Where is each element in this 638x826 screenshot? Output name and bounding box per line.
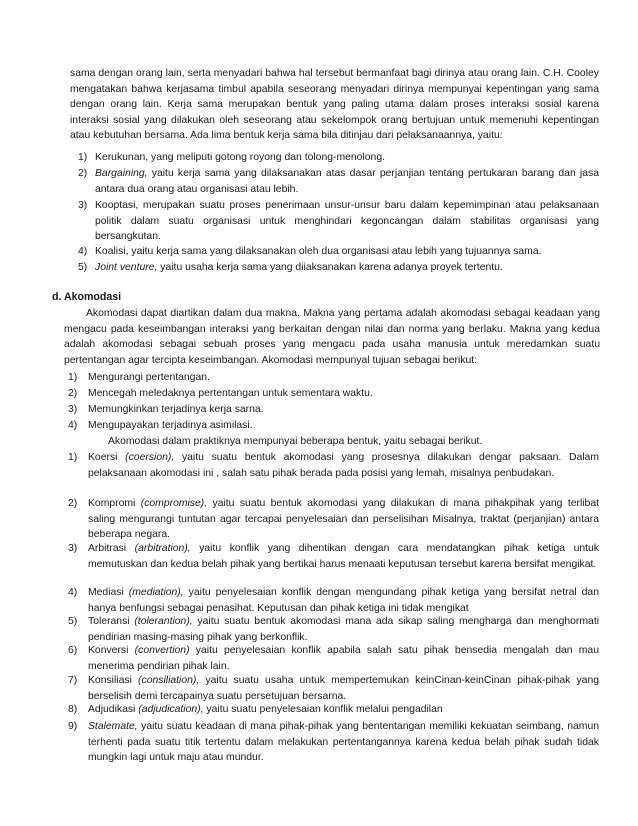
- list-item: [68, 418, 599, 434]
- list-text: Memungkinkan terjadinya kerja sarna.: [88, 404, 264, 415]
- list-item: [68, 719, 599, 766]
- list-pre: Arbitrasi: [88, 543, 135, 554]
- list-number: 3): [68, 543, 78, 554]
- list-item: [68, 450, 599, 481]
- list-pre: Adjudikasi: [88, 704, 139, 715]
- intro-paragraph: sama dengan orang lain, serta menyadari bahwa hal tersebut bermanfaat bagi dirinya atau orang lain. C.H. Cooley mengatakan bahwa kerjasama timbul apabila seseorang menyadari dirinya mempunyai kepentingan yang sama dengan orang lain. Kerja sama merupakan bentuk yang paling utama dalam proses interaksi sosial karena interaksi sosial yang dilakukan oleh seseorang atau sekelompok orang bertujuan untuk memenuhi kepentingan atau kebutuhan bersama. Ada lima bentuk kerja sama bila ditinjau dari pelaksanaannya, yaitu:: [70, 68, 599, 142]
- list-term: (coersion),: [125, 452, 175, 463]
- list-item: [78, 260, 599, 276]
- list-term: Bargaining,: [95, 168, 148, 179]
- section-heading: d. Akomodasi: [52, 291, 122, 303]
- list-item: [68, 673, 599, 704]
- list-pre: Koersi: [88, 452, 126, 463]
- list-number: 4): [68, 420, 78, 431]
- list-number: 9): [68, 721, 78, 732]
- list-text: Mengupayakan terjadinya asimilasi.: [88, 420, 253, 431]
- list-text: yaitu suatu bentuk akomodasi yang prosesnya dilakukan dengar paksaan. Dalam pelaksanaan akomodasi ini , salah satu pihak berada pada posisi yang lemah, misalnya penbudakan.: [88, 452, 599, 479]
- list-term: (convertion): [134, 645, 190, 656]
- list-item: [68, 541, 599, 572]
- list-text: yaitu suatu penyelesaian konflik melalui pengadilan: [203, 704, 443, 715]
- list-text: Mencegah meledaknya pertentangan untuk sementara waktu.: [88, 388, 373, 399]
- list-number: 5): [78, 262, 88, 273]
- list-item: [78, 198, 599, 245]
- list-text: yaitu suatu bentuk akomodasi mana ada sikap saling mengharga dan menghormati pendirian masing-masing pihak yang berkonflik.: [88, 616, 600, 643]
- list-text: Kooptasi, merupakan suatu proses penerimaan unsur-unsur baru dalam kepemimpinan atau pelaksanaan politik dalam suatu organisasi untuk menghindari kegoncangan dalam stabilitas organisasi yang bersangkutan.: [95, 200, 599, 243]
- list-text: yaitu kerja sama yang dilaksanakan atas dasar perjanjian tentang pertukaran barang dan jasa antara dua orang atau organisasi atau lebih.: [95, 168, 599, 195]
- list-term: (adjudication),: [138, 704, 204, 715]
- list-item: [68, 643, 599, 674]
- list-number: 5): [68, 616, 78, 627]
- list-pre: Kompromi: [88, 498, 141, 509]
- list-item: [68, 614, 599, 645]
- list-item: [68, 386, 599, 402]
- list-number: 2): [68, 498, 78, 509]
- list-number: 2): [78, 168, 88, 179]
- bentuk-intro: Akomodasi dalam praktiknya mempunyai beberapa bentuk, yaitu sebagai berikut.: [108, 436, 483, 447]
- list-term: (mediation),: [128, 587, 184, 598]
- list-number: 1): [78, 152, 88, 163]
- list-term: (compromise),: [140, 498, 208, 509]
- list-text: Kerukunan, yang meliputi gotong royong dan tolong-menolong.: [95, 152, 385, 163]
- list-item: [68, 370, 599, 386]
- list-text: yaitu suatu keadaan di mana pihak-pihak yang bententangan memiliki kekuatan seimbang, namun terhenti pada suatu titik tertentu dalam melakukan pertentangannya karena kedua belah pihak sudah tidak mungkin lagi untuk maju atau mundur.: [88, 721, 599, 764]
- list-item: [68, 702, 599, 718]
- list-item: [78, 150, 599, 166]
- list-number: 4): [68, 587, 78, 598]
- list-text: yaitu suatu bentuk akomodasi yang dilakukan di mana pihakpihak yang terlibat saling mengurangi tuntutan agar tercapai penyelesaian dan perselisihan Misalnya, traktat (perjanjian) antara beberapa negara.: [88, 498, 600, 541]
- list-text: Koalisi, yaitu kerja sama yang dilaksanakan oleh dua organisasi atau lebih yang tujuannya sama.: [95, 246, 542, 257]
- list-number: 3): [78, 200, 88, 211]
- list-pre: Konsiliasi: [88, 675, 139, 686]
- list-number: 2): [68, 388, 78, 399]
- list-text: yaitu penyelesaian konflik dengan mengundang pihak ketiga yang bersifat netral dan hanya benfungsi sebagai penasihat. Keputusan dan pihak ketiga ini tidak mengikat: [88, 587, 599, 614]
- list-item: [68, 585, 599, 616]
- list-text: yaitu konflik yang dihentikan dengan cara mendatangkan pihak ketiga untuk memutuskan dan kedua belah pihak yang bertikai harus menaati keputusan tersebut karena bersifat mengikat.: [88, 543, 599, 570]
- list-number: 1): [68, 372, 78, 383]
- list-item: [68, 402, 599, 418]
- list-number: 3): [68, 404, 78, 415]
- list-pre: Toleransi: [88, 616, 135, 627]
- list-term: (tolerantion),: [134, 616, 193, 627]
- list-number: 4): [78, 246, 88, 257]
- list-number: 1): [68, 452, 78, 463]
- list-number: 8): [68, 704, 78, 715]
- list-term: (consiliation),: [138, 675, 200, 686]
- list-number: 6): [68, 645, 78, 656]
- list-item: [78, 166, 599, 197]
- list-text: yaitu penyelesaian konflik apabila salah satu pihak bensedia mengalah dan mau menerima pendirian pihak lain.: [88, 645, 599, 672]
- list-number: 7): [68, 675, 78, 686]
- list-text: Mengurangi pertentangan.: [88, 372, 210, 383]
- list-item: [68, 496, 599, 543]
- list-text: yaitu usaha kerja sama yang diiaksanakan karena adanya proyek tertentu.: [157, 262, 503, 273]
- list-item: [78, 244, 599, 260]
- list-term: Joint venture,: [95, 262, 158, 273]
- list-pre: Konversi: [88, 645, 135, 656]
- list-term: (arbitration),: [134, 543, 191, 554]
- akomodasi-paragraph: Akomodasi dapat diartikan dalam dua makna. Makna yang pertama adalah akomodasi sebagai keadaan yang mengacu pada keseimbangan interaksi yang berkaitan dengan nilai dan norma yang berlaku. Makna yang kedua adalah akomodasi sebagai sebuah proses yang mengacu pada usaha manusia untuk meredamkan suatu pertentangan agar tercipta keseimbangan. Akomodasi mempunyal tujuan sebagai berikut:: [64, 308, 600, 366]
- list-term: Stalemate,: [88, 721, 138, 732]
- list-pre: Mediasi: [88, 587, 129, 598]
- list-text: yaitu suatu usaha untuk mempertemukan keinCinan-keinCinan pihak-pihak yang berselisih demi tercapainya suatu persetujuan bersarna.: [88, 675, 600, 702]
